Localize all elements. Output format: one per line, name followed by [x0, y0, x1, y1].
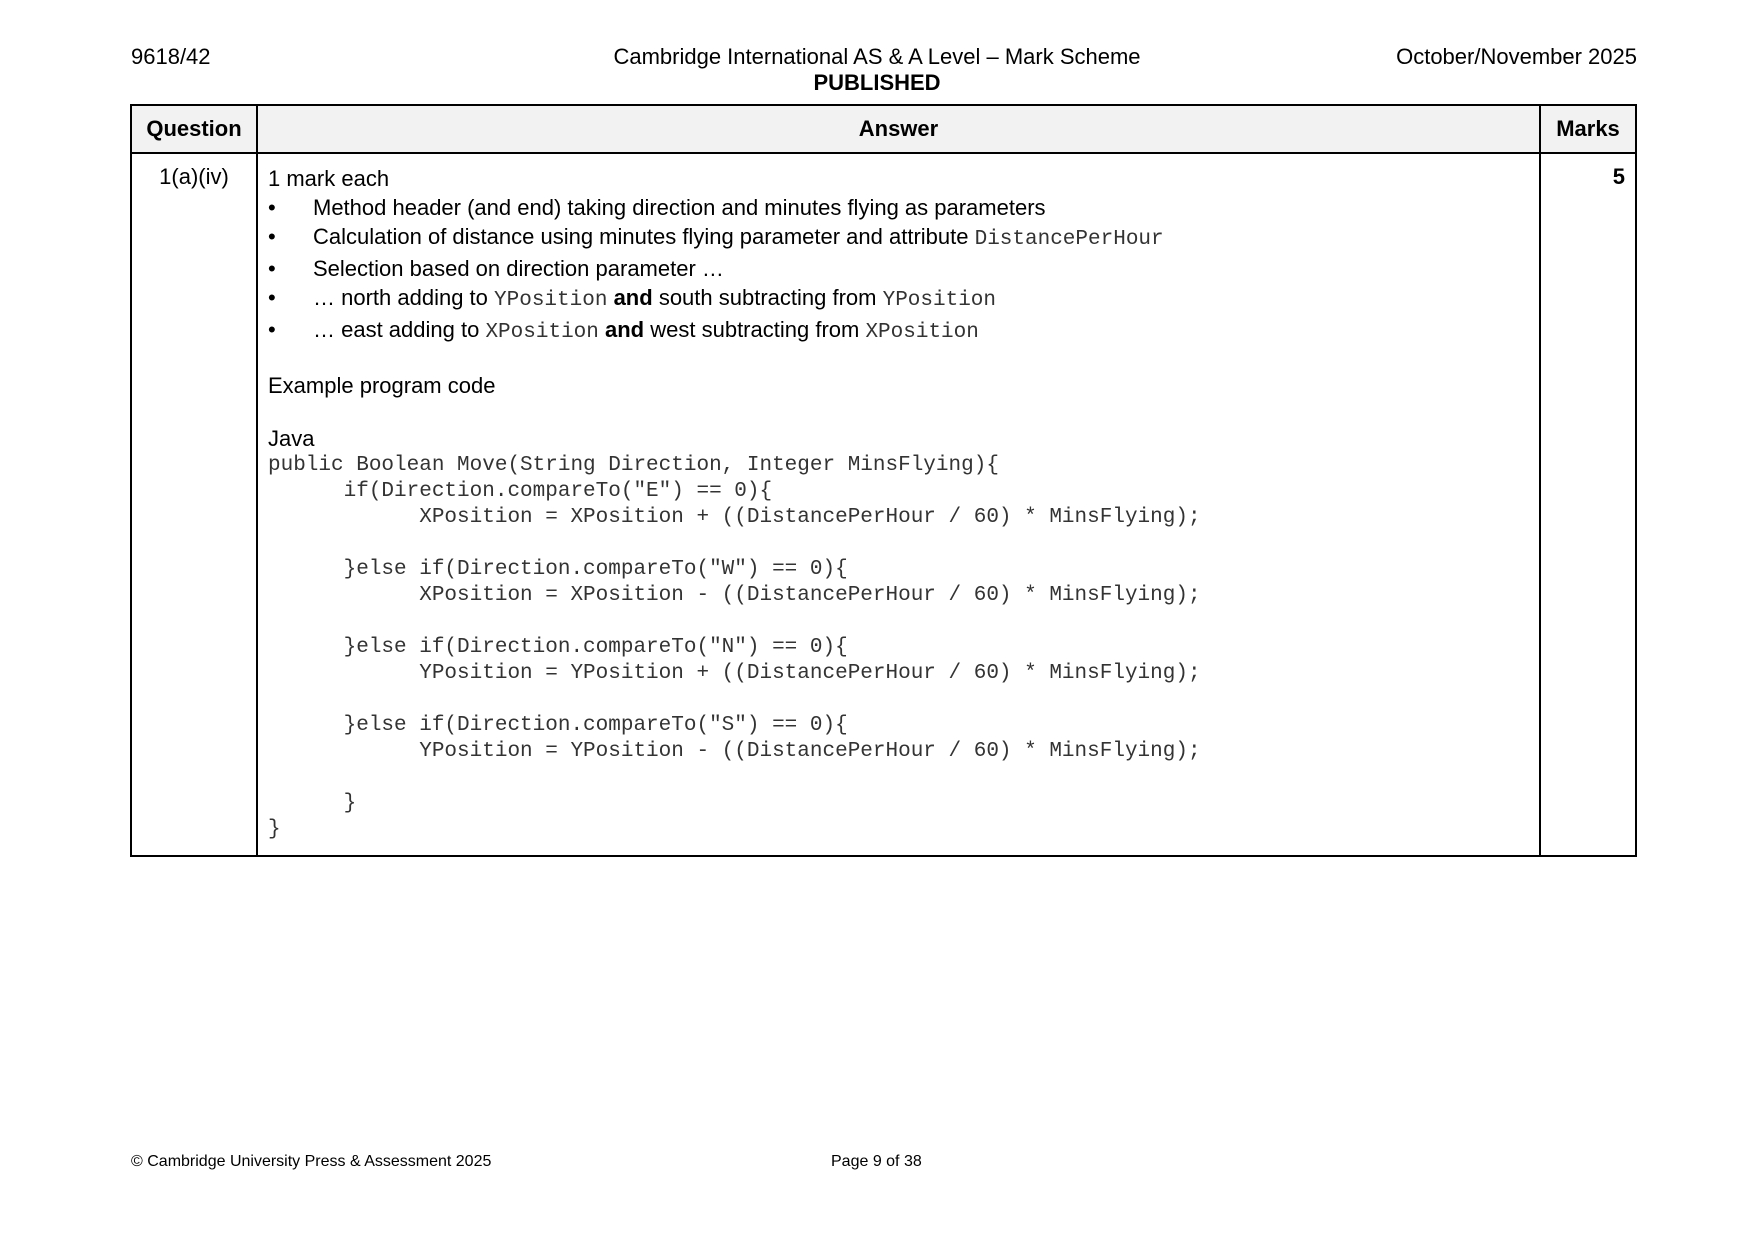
exam-session: October/November 2025: [1396, 44, 1637, 69]
marking-point-text: south subtracting from: [658, 285, 883, 310]
paper-code: 9618/42: [131, 44, 211, 69]
marking-point: [268, 193, 1529, 222]
bullet-icon: •: [268, 317, 276, 342]
marking-points-list: [268, 193, 1529, 347]
language-label: Java: [268, 426, 315, 451]
code-term: YPosition: [494, 289, 608, 312]
bullet-icon: •: [268, 256, 276, 281]
bullet-icon: •: [268, 285, 276, 310]
answer-cell: [257, 153, 1540, 856]
marking-point-text: Calculation of distance using minutes flying parameter and attribute: [313, 224, 975, 249]
marking-point-text: … east adding to: [313, 317, 486, 342]
code-term: DistancePerHour: [974, 228, 1164, 251]
code-block: public Boolean Move(String Direction, Integer MinsFlying){ if(Direction.compareTo("E") == 0){ XPosition = XPosition + ((DistancePerHour / 60) * MinsFlying); }else if(Direction.compareTo("W") == 0){ XPosition = XPosition - ((DistancePerHour / 60) * MinsFlying); }else if(Direction.compareTo("N") == 0){ YPosition = YPosition + ((DistancePerHour / 60) * MinsFlying); }else if(Direction.compareTo("S") == 0){ YPosition = YPosition - ((DistancePerHour / 60) * MinsFlying); } }: [268, 454, 1201, 841]
bold-and: and: [613, 285, 653, 310]
bold-and: and: [605, 317, 645, 342]
example-heading: Example program code: [268, 373, 496, 398]
table-row: [131, 153, 1636, 856]
published-label: PUBLISHED: [813, 70, 941, 95]
page-number: Page 9 of 38: [831, 1153, 922, 1170]
mark-scheme-table: [130, 104, 1637, 857]
marks-value: 5: [1540, 153, 1636, 856]
document-title: Cambridge International AS & A Level – Mark Scheme: [613, 44, 1141, 69]
marking-point-text: … north adding to: [313, 285, 495, 310]
table-header-row: [131, 105, 1636, 153]
answer-intro: 1 mark each: [268, 166, 390, 191]
marking-point-text: Method header (and end) taking direction and minutes flying as parameters: [313, 195, 1046, 220]
marks-column-header: Marks: [1540, 105, 1636, 153]
question-column-header: Question: [131, 105, 257, 153]
copyright-notice: © Cambridge University Press & Assessment 2025: [131, 1153, 492, 1170]
marking-point: [268, 222, 1529, 254]
marking-point: [268, 254, 1529, 283]
question-number: 1(a)(iv): [131, 153, 257, 856]
marking-point-text: west subtracting from: [650, 317, 866, 342]
marking-point: [268, 315, 1529, 347]
answer-column-header: Answer: [257, 105, 1540, 153]
code-term: XPosition: [865, 321, 979, 344]
code-term: YPosition: [882, 289, 997, 312]
marking-point-text: Selection based on direction parameter …: [313, 256, 724, 281]
bullet-icon: •: [268, 224, 276, 249]
code-term: XPosition: [485, 321, 599, 344]
bullet-icon: •: [268, 195, 276, 220]
marking-point: [268, 283, 1529, 315]
